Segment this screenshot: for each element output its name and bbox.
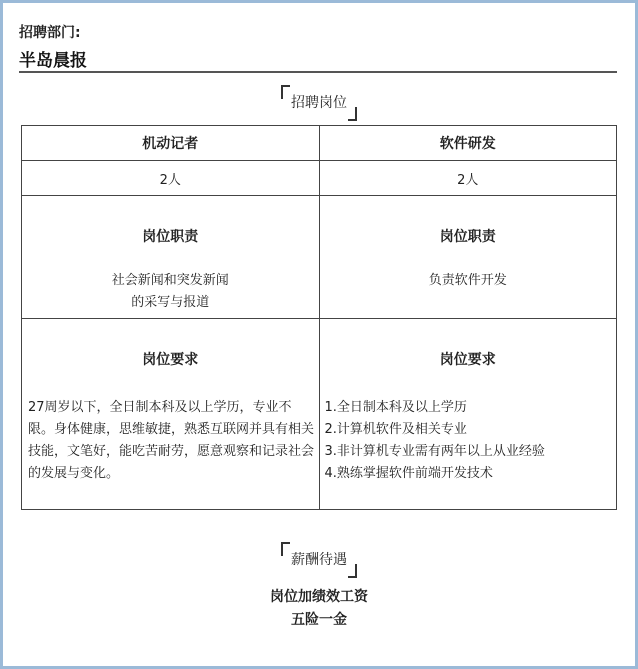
table-row-requirements <box>22 319 617 510</box>
left-corner-bracket <box>281 85 290 99</box>
positions-section-title <box>0 89 638 115</box>
positions-table <box>21 125 617 510</box>
department-label: 招聘部门: <box>19 25 81 41</box>
department-name: 半岛晨报 <box>19 51 87 71</box>
requirement-cell-software <box>319 319 617 510</box>
list-item: 4.熟练掌握软件前端开发技术 <box>324 466 493 481</box>
duty-line: 社会新闻和突发新闻 <box>111 273 229 288</box>
list-item: 3.非计算机专业需有两年以上从业经验 <box>324 444 545 459</box>
right-corner-bracket <box>348 107 357 121</box>
requirement-text: 27周岁以下，全日制本科及以上学历，专业不限。身体健康，思维敏捷，熟悉互联网并具有相关技能，文笔好，能吃苦耐劳，愿意观察和记录社会的发展与变化。 <box>28 400 315 481</box>
requirement-list <box>325 397 613 485</box>
table-row-titles <box>22 126 617 161</box>
duty-heading: 岗位职责 <box>439 229 496 245</box>
positions-title-text: 招聘岗位 <box>291 95 347 111</box>
list-item: 2.计算机软件及相关专业 <box>324 422 467 437</box>
header-divider <box>19 71 617 73</box>
salary-line: 五险一金 <box>291 612 347 628</box>
requirement-heading: 岗位要求 <box>439 352 496 368</box>
list-item: 1.全日制本科及以上学历 <box>324 400 467 415</box>
duty-heading: 岗位职责 <box>142 229 199 245</box>
duty-line: 的采写与报道 <box>131 295 210 310</box>
duty-cell-software <box>319 196 617 319</box>
salary-section-title <box>0 546 638 572</box>
table-row-counts <box>22 161 617 196</box>
requirement-cell-reporter <box>22 319 320 510</box>
table-row-duties <box>22 196 617 319</box>
left-corner-bracket <box>281 542 290 556</box>
position-count-software: 2人 <box>319 161 617 196</box>
position-count-reporter: 2人 <box>22 161 320 196</box>
duty-line: 负责软件开发 <box>428 273 507 288</box>
requirement-heading: 岗位要求 <box>142 352 199 368</box>
salary-line: 岗位加绩效工资 <box>270 589 368 605</box>
salary-title-text: 薪酬待遇 <box>291 552 347 568</box>
position-title-software: 软件研发 <box>319 126 617 161</box>
position-title-reporter: 机动记者 <box>22 126 320 161</box>
right-corner-bracket <box>348 564 357 578</box>
duty-cell-reporter <box>22 196 320 319</box>
